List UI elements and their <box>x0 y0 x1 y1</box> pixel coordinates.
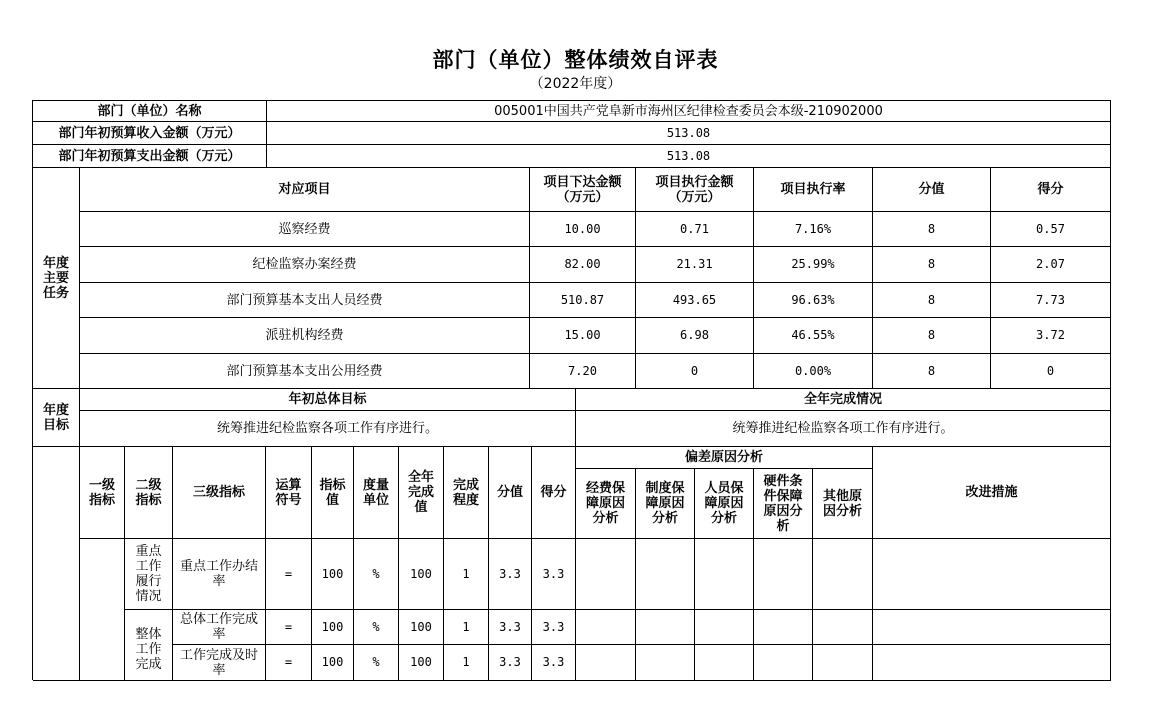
expense-value: 513.08 <box>267 145 1111 168</box>
task-name: 部门预算基本支出人员经费 <box>80 283 530 318</box>
ind-header-got: 得分 <box>532 447 576 539</box>
task-rate: 0.00% <box>754 354 873 389</box>
tasks-side-label: 年度 主要 任务 <box>33 168 80 389</box>
ind-dev-cell <box>695 539 754 610</box>
ind-unit: % <box>354 539 399 610</box>
income-label: 部门年初预算收入金额（万元） <box>33 122 267 145</box>
task-exec: 0 <box>636 354 754 389</box>
ind-improve-cell <box>873 610 1111 645</box>
ind-done: 100 <box>399 610 444 645</box>
ind-header-l2: 二级 指标 <box>125 447 173 539</box>
ind-l2: 重点 工作 履行 情况 <box>125 539 173 610</box>
dept-value: 005001中国共产党阜新市海州区纪律检查委员会本级-210902000 <box>267 101 1111 122</box>
page-title: 部门（单位）整体绩效自评表 <box>432 48 719 72</box>
ind-header-l1: 一级 指标 <box>80 447 125 539</box>
task-name: 巡察经费 <box>80 212 530 247</box>
ind-dev-cell <box>754 645 813 681</box>
ind-score: 3.3 <box>489 645 532 681</box>
task-exec: 493.65 <box>636 283 754 318</box>
ind-header-dev-system: 制度保 障原因 分析 <box>636 469 695 539</box>
evaluation-table <box>32 100 1111 680</box>
ind-op: = <box>266 645 312 681</box>
ind-header-dev-funding: 经费保 障原因 分析 <box>576 469 636 539</box>
ind-dev-cell <box>576 645 636 681</box>
ind-l3: 工作完成及时 率 <box>173 645 266 681</box>
ind-header-score: 分值 <box>489 447 532 539</box>
task-budget: 82.00 <box>530 247 636 283</box>
goals-complete-header: 全年完成情况 <box>576 389 1111 411</box>
report-year: （2022年度） <box>529 76 622 92</box>
task-got: 0 <box>991 354 1111 389</box>
ind-got: 3.3 <box>532 645 576 681</box>
tasks-header-budget: 项目下达金额 （万元） <box>530 168 636 212</box>
ind-header-improve: 改进措施 <box>873 447 1111 539</box>
task-got: 2.07 <box>991 247 1111 283</box>
task-name: 部门预算基本支出公用经费 <box>80 354 530 389</box>
expense-label: 部门年初预算支出金额（万元） <box>33 145 267 168</box>
ind-val: 100 <box>312 539 354 610</box>
tasks-header-exec: 项目执行金额 （万元） <box>636 168 754 212</box>
ind-dev-cell <box>754 610 813 645</box>
ind-header-dev-staff: 人员保 障原因 分析 <box>695 469 754 539</box>
ind-val: 100 <box>312 610 354 645</box>
ind-dev-cell <box>636 539 695 610</box>
task-got: 7.73 <box>991 283 1111 318</box>
task-name: 派驻机构经费 <box>80 318 530 354</box>
ind-dev-cell <box>813 610 873 645</box>
ind-unit: % <box>354 645 399 681</box>
task-rate: 96.63% <box>754 283 873 318</box>
ind-dev-cell <box>636 610 695 645</box>
tasks-header-got: 得分 <box>991 168 1111 212</box>
task-got: 0.57 <box>991 212 1111 247</box>
ind-header-unit: 度量 单位 <box>354 447 399 539</box>
task-exec: 21.31 <box>636 247 754 283</box>
ind-dev-cell <box>576 610 636 645</box>
ind-header-op: 运算 符号 <box>266 447 312 539</box>
task-score: 8 <box>873 283 991 318</box>
task-exec: 0.71 <box>636 212 754 247</box>
ind-done: 100 <box>399 539 444 610</box>
ind-header-val: 指标 值 <box>312 447 354 539</box>
goals-initial-header: 年初总体目标 <box>80 389 576 411</box>
ind-header-dev-other: 其他原 因分析 <box>813 469 873 539</box>
indicators-side-label <box>33 447 80 681</box>
task-got: 3.72 <box>991 318 1111 354</box>
ind-header-dev-hardware: 硬件条 件保障 原因分 析 <box>754 469 813 539</box>
task-budget: 10.00 <box>530 212 636 247</box>
tasks-header-score: 分值 <box>873 168 991 212</box>
goals-complete-text: 统筹推进纪检监察各项工作有序进行。 <box>576 411 1111 447</box>
task-score: 8 <box>873 354 991 389</box>
ind-op: = <box>266 539 312 610</box>
ind-dev-cell <box>695 645 754 681</box>
goals-side-label: 年度 目标 <box>33 389 80 447</box>
ind-header-deviation: 偏差原因分析 <box>576 447 873 469</box>
ind-unit: % <box>354 610 399 645</box>
ind-l3: 总体工作完成 率 <box>173 610 266 645</box>
task-score: 8 <box>873 212 991 247</box>
tasks-header-rate: 项目执行率 <box>754 168 873 212</box>
ind-header-l3: 三级指标 <box>173 447 266 539</box>
ind-header-done: 全年 完成 值 <box>399 447 444 539</box>
ind-header-deg: 完成 程度 <box>444 447 489 539</box>
ind-dev-cell <box>576 539 636 610</box>
ind-dev-cell <box>754 539 813 610</box>
tasks-header-project: 对应项目 <box>80 168 530 212</box>
dept-label: 部门（单位）名称 <box>33 101 267 122</box>
ind-val: 100 <box>312 645 354 681</box>
task-name: 纪检监察办案经费 <box>80 247 530 283</box>
ind-dev-cell <box>813 539 873 610</box>
ind-l2: 整体 工作 完成 <box>125 610 173 681</box>
ind-got: 3.3 <box>532 610 576 645</box>
ind-done: 100 <box>399 645 444 681</box>
ind-dev-cell <box>636 645 695 681</box>
task-score: 8 <box>873 247 991 283</box>
task-budget: 15.00 <box>530 318 636 354</box>
task-rate: 25.99% <box>754 247 873 283</box>
ind-dev-cell <box>813 645 873 681</box>
ind-l1-cell <box>80 539 125 681</box>
task-rate: 7.16% <box>754 212 873 247</box>
ind-improve-cell <box>873 645 1111 681</box>
goals-initial-text: 统筹推进纪检监察各项工作有序进行。 <box>80 411 576 447</box>
ind-improve-cell <box>873 539 1111 610</box>
task-exec: 6.98 <box>636 318 754 354</box>
ind-score: 3.3 <box>489 539 532 610</box>
ind-dev-cell <box>695 610 754 645</box>
income-value: 513.08 <box>267 122 1111 145</box>
ind-deg: 1 <box>444 539 489 610</box>
task-budget: 510.87 <box>530 283 636 318</box>
ind-l3: 重点工作办结 率 <box>173 539 266 610</box>
ind-got: 3.3 <box>532 539 576 610</box>
task-budget: 7.20 <box>530 354 636 389</box>
ind-score: 3.3 <box>489 610 532 645</box>
task-rate: 46.55% <box>754 318 873 354</box>
ind-deg: 1 <box>444 610 489 645</box>
task-score: 8 <box>873 318 991 354</box>
ind-op: = <box>266 610 312 645</box>
ind-deg: 1 <box>444 645 489 681</box>
